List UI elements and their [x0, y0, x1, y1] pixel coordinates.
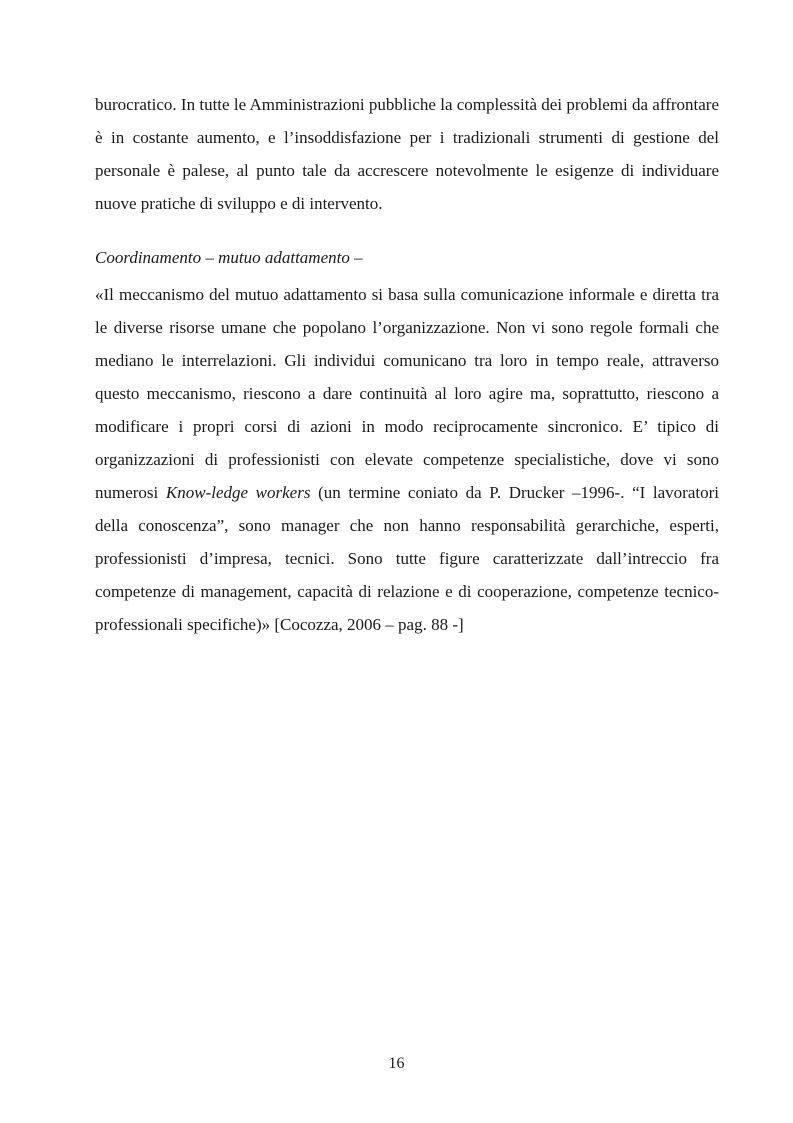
- quote-text-part-2: (un termine coniato da P. Drucker –1996-. “I lavoratori della conoscenza”, sono manager che non hanno responsabilità gerarchiche, esperti, professionisti d’impresa, tecnici. Sono tutte figure caratterizzate dall’intreccio fra competenze di management, capacità di relazione e di cooperazione, competenze tecnico-professionali specifiche)» [Cocozza, 2006 – pag. 88 -]: [95, 483, 719, 634]
- page-body: [95, 88, 719, 641]
- quote-text-part-1: «Il meccanismo del mutuo adattamento si basa sulla comunicazione informale e diretta tra le diverse risorse umane che popolano l’organizzazione. Non vi sono regole formali che mediano le interrelazioni. Gli individui comunicano tra loro in tempo reale, attraverso questo meccanismo, riescono a dare continuità al loro agire ma, soprattutto, riescono a modificare i propri corsi di azioni in modo reciprocamente sincronico. E’ tipico di organizzazioni di professionisti con elevate competenze specialistiche, dove vi sono numerosi: [95, 285, 719, 502]
- paragraph-spacer: [95, 220, 719, 241]
- quoted-paragraph: [95, 278, 719, 641]
- body-paragraph: burocratico. In tutte le Amministrazioni pubbliche la complessità dei problemi da affrontare è in costante aumento, e l’insoddisfazione per i tradizionali strumenti di gestione del personale è palese, al punto tale da accrescere notevolmente le esigenze di individuare nuove pratiche di sviluppo e di intervento.: [95, 95, 719, 213]
- page-number: 16: [388, 1055, 405, 1072]
- quote-emphasis: Know-ledge workers: [165, 483, 311, 502]
- section-heading: Coordinamento – mutuo adattamento –: [95, 248, 363, 267]
